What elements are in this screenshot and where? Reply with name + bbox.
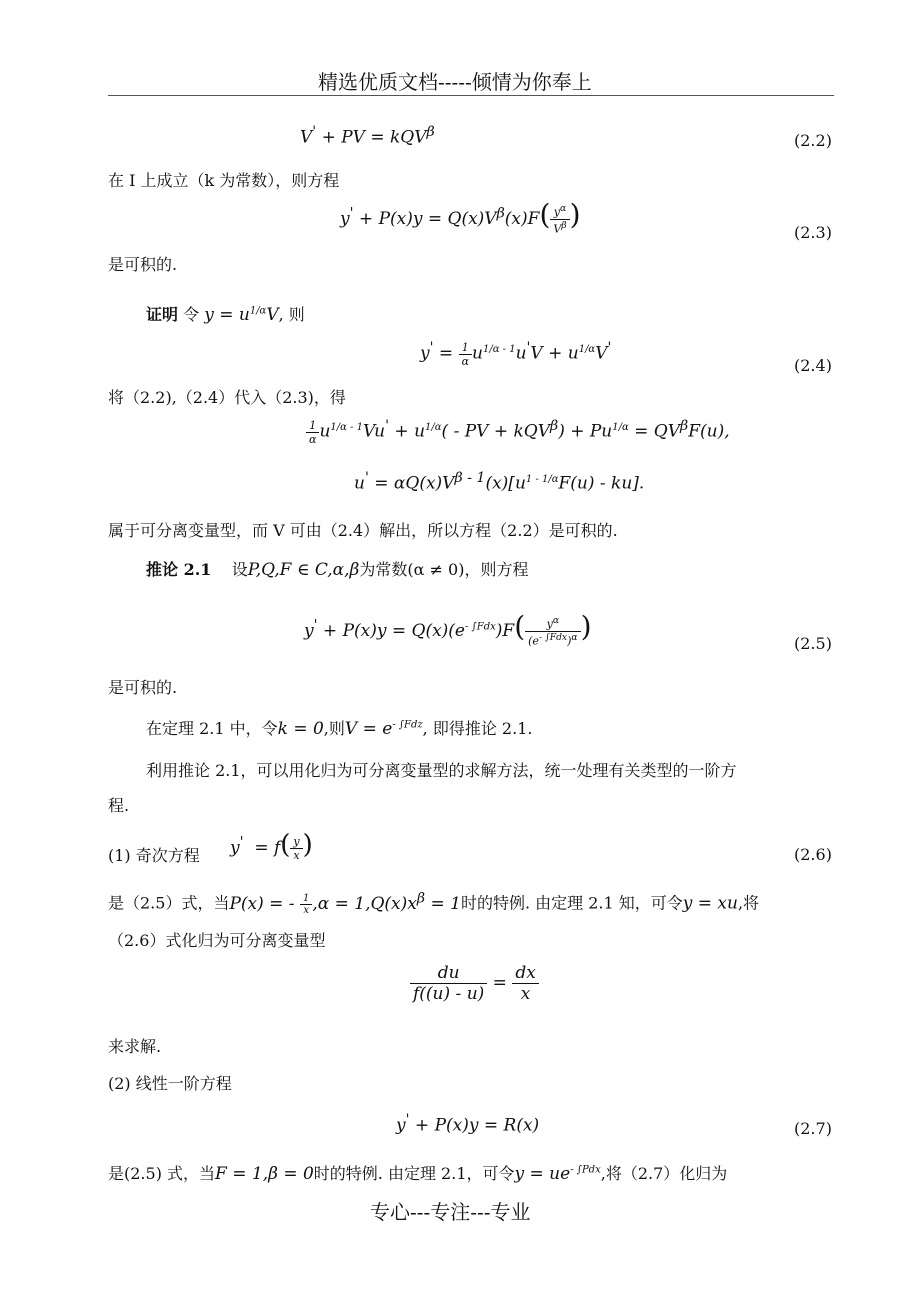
corollary-label: 推论 2.1	[146, 560, 212, 579]
text-line: 在 I 上成立（k 为常数），则方程	[108, 171, 340, 190]
equation-number-2-7: (2.7)	[794, 1119, 832, 1138]
text-line: 将（2.2),（2.4）代入（2.3)，得	[108, 388, 346, 407]
text-line: （2.6）式化归为可分离变量型	[108, 931, 326, 950]
proof-label: 证明	[146, 305, 179, 324]
equation-number-2-5: (2.5)	[794, 634, 832, 653]
proof-text: 令	[183, 305, 200, 324]
proof-text: , 则	[278, 305, 305, 324]
text-line	[108, 890, 759, 916]
text-span: 是(2.5) 式，当	[108, 1164, 216, 1183]
equation-2-4: y' = $\frac{1}{\alpha}$ $u^{1/\alpha - 1}u'V + u^{1/\alpha}V'$	[420, 340, 612, 368]
page-header: 精选优质文档-----倾情为你奉上	[318, 70, 592, 94]
text-line: 利用推论 2.1，可以用化归为可分离变量型的求解方法，统一处理有关类型的一阶方	[146, 761, 737, 780]
text-span: , 即得推论 2.1.	[422, 719, 533, 738]
math-inline: $y = ue^{- \int Pdx}$	[514, 1164, 601, 1184]
corollary-text: 为常数	[359, 560, 408, 579]
text-span: ,将	[737, 893, 760, 913]
equation-number-2-4: (2.4)	[794, 356, 832, 375]
math-inline: y = xu	[682, 893, 738, 914]
text-span: ,将（2.7）化归为	[600, 1164, 728, 1183]
substitution-equation-1: $\frac{1}{\alpha}$ $u^{1/\alpha - 1}Vu' + u^{1/\alpha}$( - PV + $kQV^\beta) + Pu^{1/\alpha} = QV^\beta F(u)$,	[306, 418, 730, 446]
text-line: 是可积的.	[108, 255, 178, 274]
corollary-condition: (α ≠ 0)	[407, 560, 465, 579]
math-inline: k = 0	[277, 719, 324, 739]
math-inline: $V = e^{- \int Fdz}$	[344, 719, 423, 739]
corollary-condition: P,Q,F ∈ C,α,β	[247, 560, 360, 580]
text-line	[108, 1161, 727, 1184]
text-line: 属于可分离变量型，而 V 可由（2.4）解出，所以方程（2.2）是可积的.	[108, 521, 618, 540]
item-label: (1) 奇次方程	[108, 846, 200, 865]
text-span: 时的特例. 由定理 2.1，可令	[313, 1164, 515, 1183]
text-span: 时的特例. 由定理 2.1 知，可令	[460, 893, 683, 913]
proof-substitution: $y = u^{1/\alpha}V$	[204, 305, 279, 325]
corollary-line	[146, 557, 528, 580]
header-rule	[108, 95, 834, 96]
separable-equation: $\frac{du}{f((u) - u)}$ = $\frac{dx}{x}$	[410, 963, 539, 1004]
equation-number-2-6: (2.6)	[794, 845, 832, 864]
text-line	[146, 716, 532, 739]
item-label: (2) 线性一阶方程	[108, 1074, 232, 1093]
corollary-text: 设	[231, 560, 248, 579]
text-span: ,则	[323, 719, 345, 738]
corollary-text: ，则方程	[464, 560, 529, 579]
text-line: 程.	[108, 796, 130, 815]
equation-2-5: $y' + P(x)y = Q(x)(e^{- \int Fdx})F$( $\frac{y^\alpha}{(e^{- \int Fdx})^\alpha}$ )	[304, 610, 592, 648]
text-line: 是可积的.	[108, 678, 178, 697]
text-span: 是（2.5）式，当	[108, 893, 230, 913]
equation-number-2-2: (2.2)	[794, 131, 832, 150]
equation-number-2-3: (2.3)	[794, 223, 832, 242]
math-inline: F = 1,β = 0	[215, 1164, 314, 1184]
equation-2-2: V' + PV = kQV$^\beta$	[300, 124, 435, 148]
text-line: 来求解.	[108, 1037, 162, 1056]
math-inline: P(x) = - $\frac{1}{x}$ $,\alpha = 1,Q(x)x^\beta = 1$	[229, 890, 461, 916]
equation-2-6: y' = f( $\frac{y}{x}$ )	[230, 830, 313, 862]
substitution-equation-2: $u' = \alpha Q(x)V^{\beta - 1}(x)[u^{1 - 1/\alpha}F(u) - ku]$.	[354, 470, 645, 494]
proof-line	[146, 302, 305, 325]
page-footer: 专心---专注---专业	[370, 1200, 531, 1224]
equation-2-3: $y' + P(x)y = Q(x)V^\beta(x)F$( $\frac{y^\alpha}{V^\beta}$ )	[340, 198, 581, 236]
text-span: 在定理 2.1 中，令	[146, 719, 278, 738]
equation-2-7: y' + P(x)y = R(x)	[396, 1112, 540, 1136]
